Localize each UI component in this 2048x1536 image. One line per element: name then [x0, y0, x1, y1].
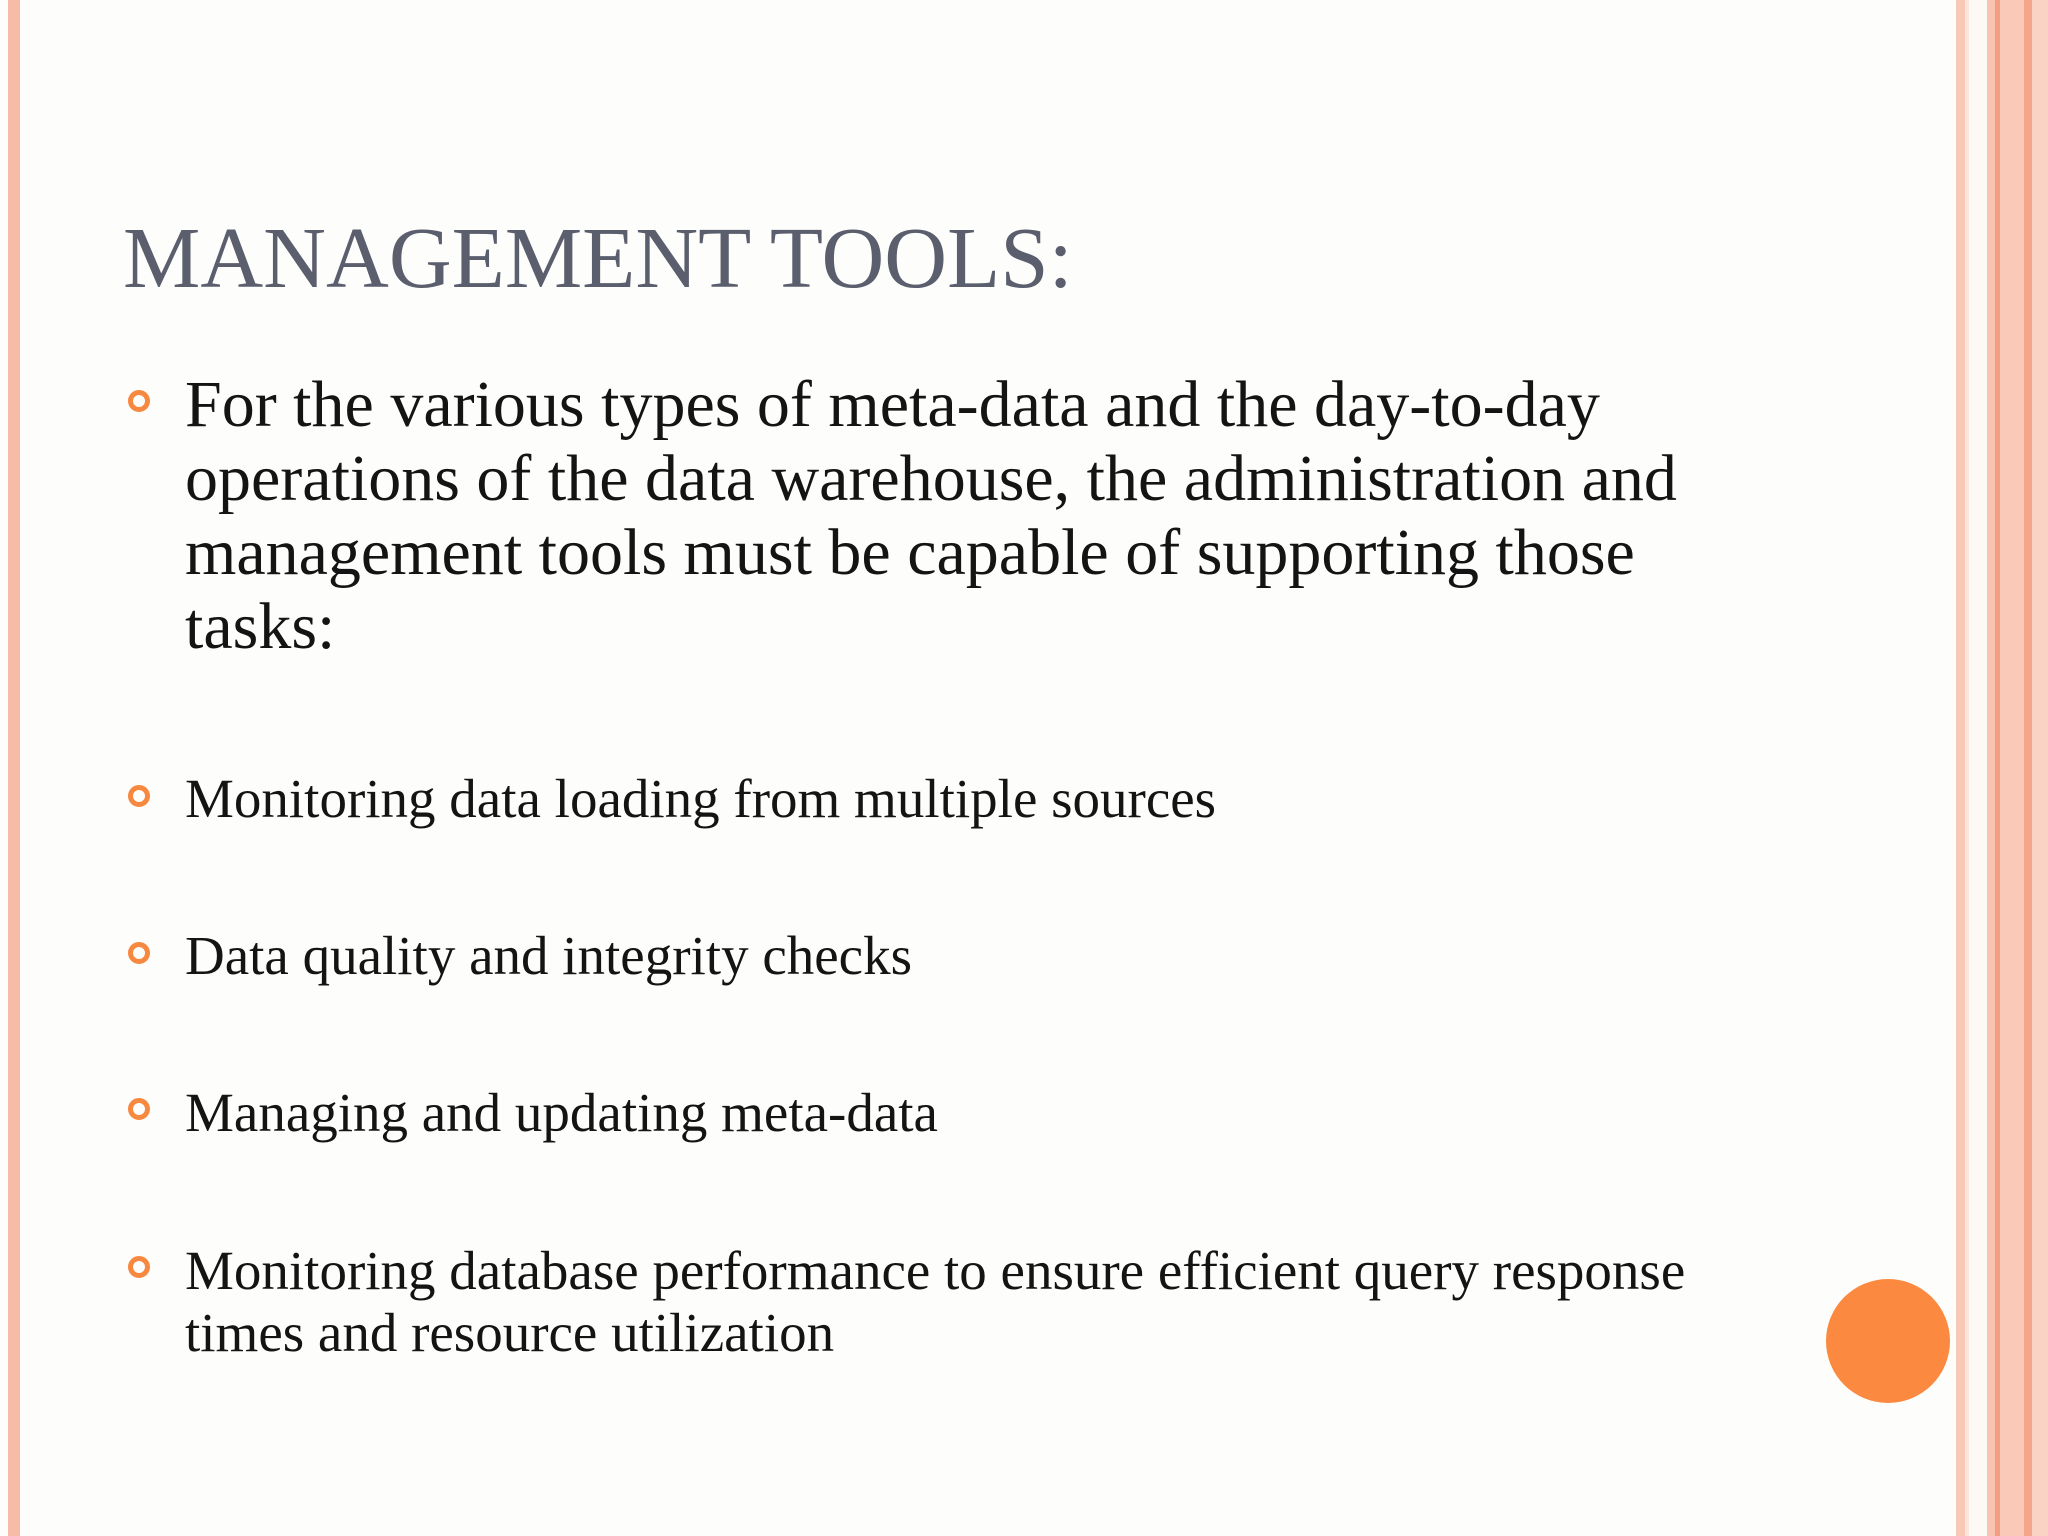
right-border-stripe — [1956, 0, 1965, 1536]
list-item: Monitoring database performance to ensure efficient query response times and resource utilization — [185, 1240, 1686, 1363]
ring-bullet-icon — [128, 390, 150, 412]
slide-title: MANAGEMENT TOOLS: — [123, 209, 1073, 306]
list-item: Managing and updating meta-data — [185, 1082, 938, 1143]
intro-paragraph: For the various types of meta-data and the day-to-day operations of the data warehouse, the administration and management tools must be capable of supporting those tasks: — [185, 368, 1677, 663]
right-border-stripe — [2000, 0, 2024, 1536]
orange-circle-decoration — [1826, 1279, 1950, 1403]
ring-bullet-icon — [128, 1256, 150, 1278]
list-item: Monitoring data loading from multiple sources — [185, 768, 1217, 829]
left-border-stripe — [8, 0, 20, 1536]
right-border-stripe — [1969, 0, 1987, 1536]
list-item: Data quality and integrity checks — [185, 925, 912, 986]
ring-bullet-icon — [128, 942, 150, 964]
right-border-stripe — [2032, 0, 2048, 1536]
right-border-stripe — [1987, 0, 1995, 1536]
right-border-stripe — [2024, 0, 2032, 1536]
ring-bullet-icon — [128, 1098, 150, 1120]
ring-bullet-icon — [128, 785, 150, 807]
